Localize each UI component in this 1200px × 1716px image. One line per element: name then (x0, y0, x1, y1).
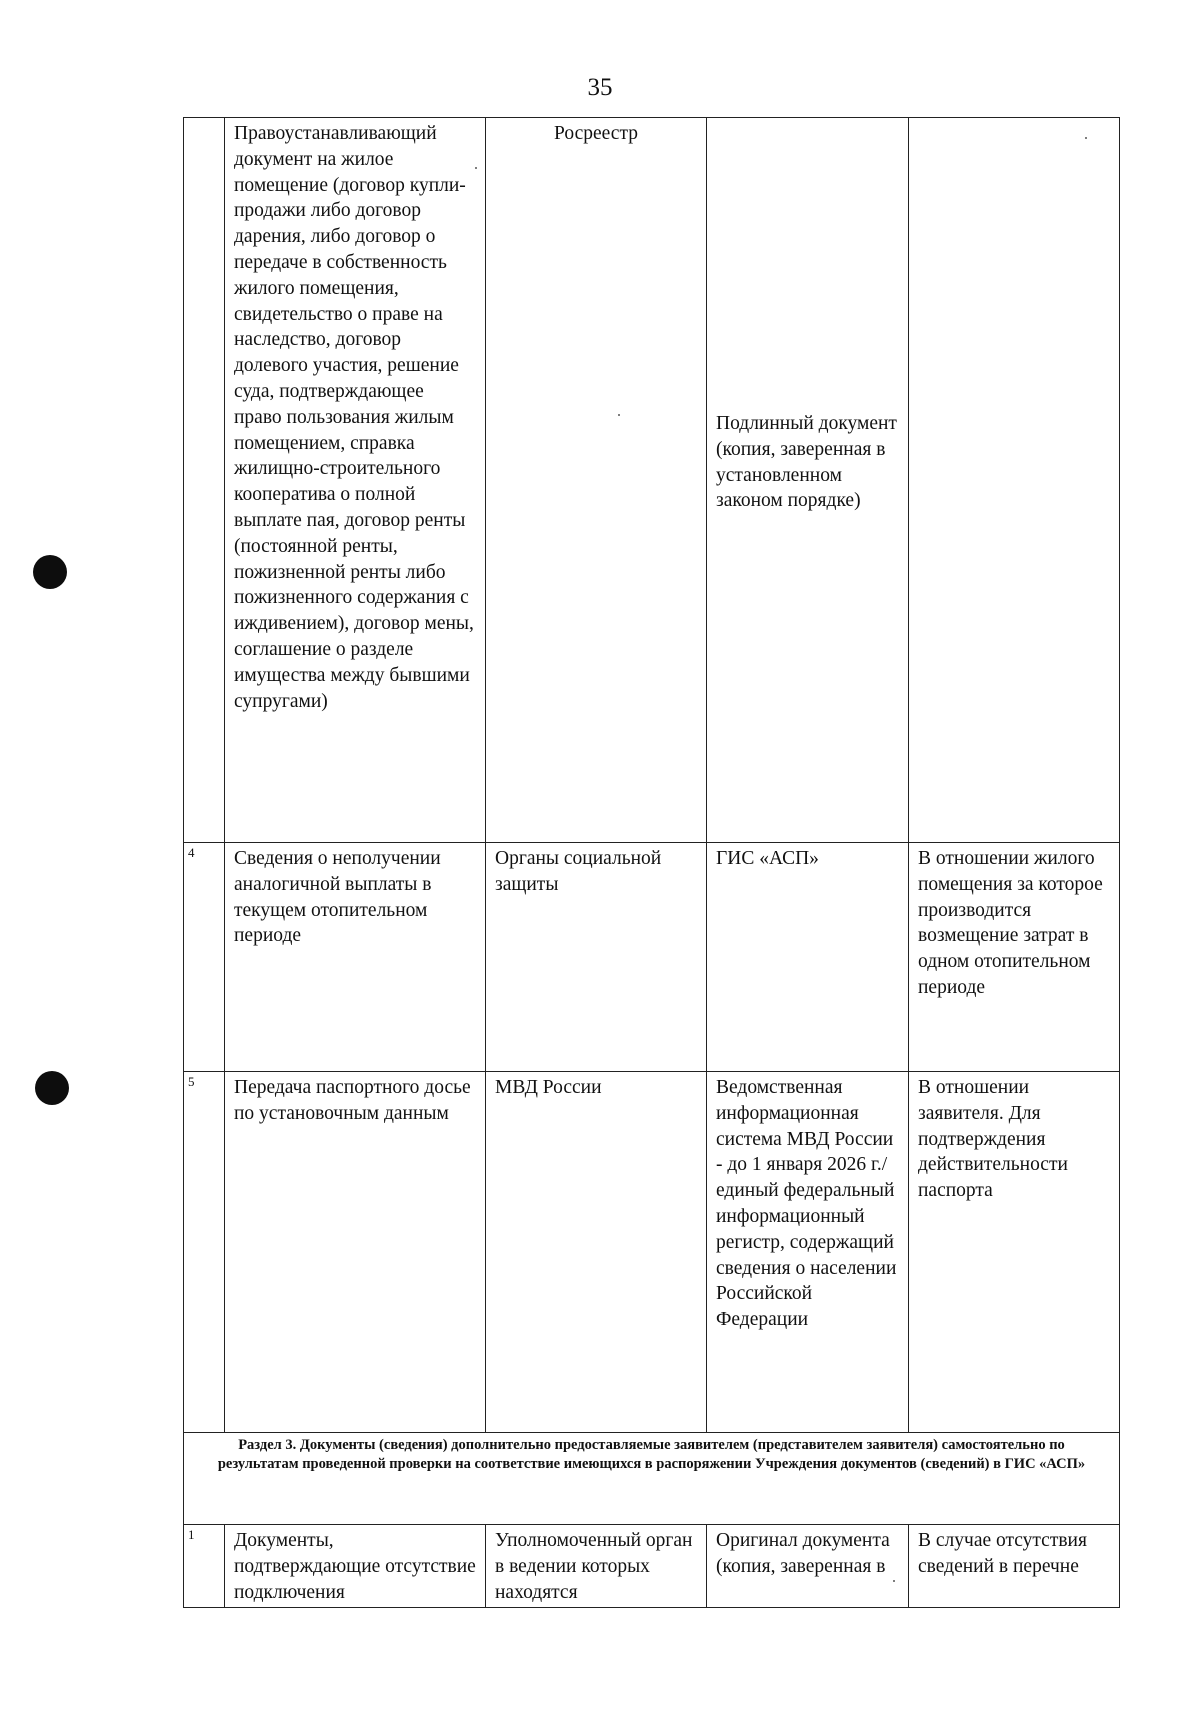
form-cell: Оригинал документа (копия, заверенная в (707, 1525, 909, 1608)
document-cell: Передача паспортного досье по установочным данным (225, 1072, 486, 1433)
document-cell: Документы, подтверждающие отсутствие подключения (225, 1525, 486, 1608)
document-cell: Сведения о неполучении аналогичной выплаты в текущем отопительном периоде (225, 843, 486, 1072)
document-cell: Правоустанавливающий документ на жилое помещение (договор купли-продажи либо договор дарения, либо договор о передаче в собственность жилого помещения, свидетельство о праве на наследство, договор долевого участия, решение суда, подтверждающее право пользования жилым помещением, справка жилищно-строительного кооператива о полной выплате пая, договор ренты (постоянной ренты, пожизненной ренты либо пожизненного содержания с иждивением), договор мены, соглашение о разделе имущества между бывшими супругами) (225, 118, 486, 843)
note-cell: В случае отсутствия сведений в перечне (909, 1525, 1120, 1608)
form-cell: Ведомственная информационная система МВД России - до 1 января 2026 г./единый федеральный информационный регистр, содержащий сведения о населении Российской Федерации (707, 1072, 909, 1433)
table-row (184, 1525, 1120, 1608)
note-cell: В отношении заявителя. Для подтверждения действительности паспорта (909, 1072, 1120, 1433)
source-cell: Уполномоченный орган в ведении которых находятся (486, 1525, 707, 1608)
section-3-title: Раздел 3. (238, 1437, 297, 1453)
source-cell: МВД России (486, 1072, 707, 1433)
section-row (184, 1433, 1120, 1525)
form-cell (707, 118, 909, 843)
section-3-description: Документы (сведения) дополнительно предоставляемые заявителем (представителем заявителя) самостоятельно по результатам проведенной проверки на соответствие имеющихся в распоряжении Учреждения документов (сведений) в ГИС «АСП» (217, 1437, 1086, 1472)
source-cell: Органы социальной защиты (486, 843, 707, 1072)
form-cell: ГИС «АСП» (707, 843, 909, 1072)
table-row (184, 1072, 1120, 1433)
row-number: 1 (184, 1525, 225, 1608)
page-number: 35 (587, 74, 613, 101)
table-row (184, 843, 1120, 1072)
punch-hole-upper (33, 555, 67, 589)
form-text: Подлинный документ (копия, заверенная в установленном законом порядке) (716, 413, 897, 512)
documents-table (183, 117, 1120, 1608)
section-3-heading (184, 1433, 1120, 1525)
punch-hole-lower (35, 1071, 69, 1105)
note-cell: В отношении жилого помещения за которое производится возмещение затрат в одном отопительном периоде (909, 843, 1120, 1072)
source-cell: Росреестр (486, 118, 707, 843)
note-cell (909, 118, 1120, 843)
row-number: 5 (184, 1072, 225, 1433)
table-row (184, 118, 1120, 843)
row-number: 4 (184, 843, 225, 1072)
row-number (184, 118, 225, 843)
